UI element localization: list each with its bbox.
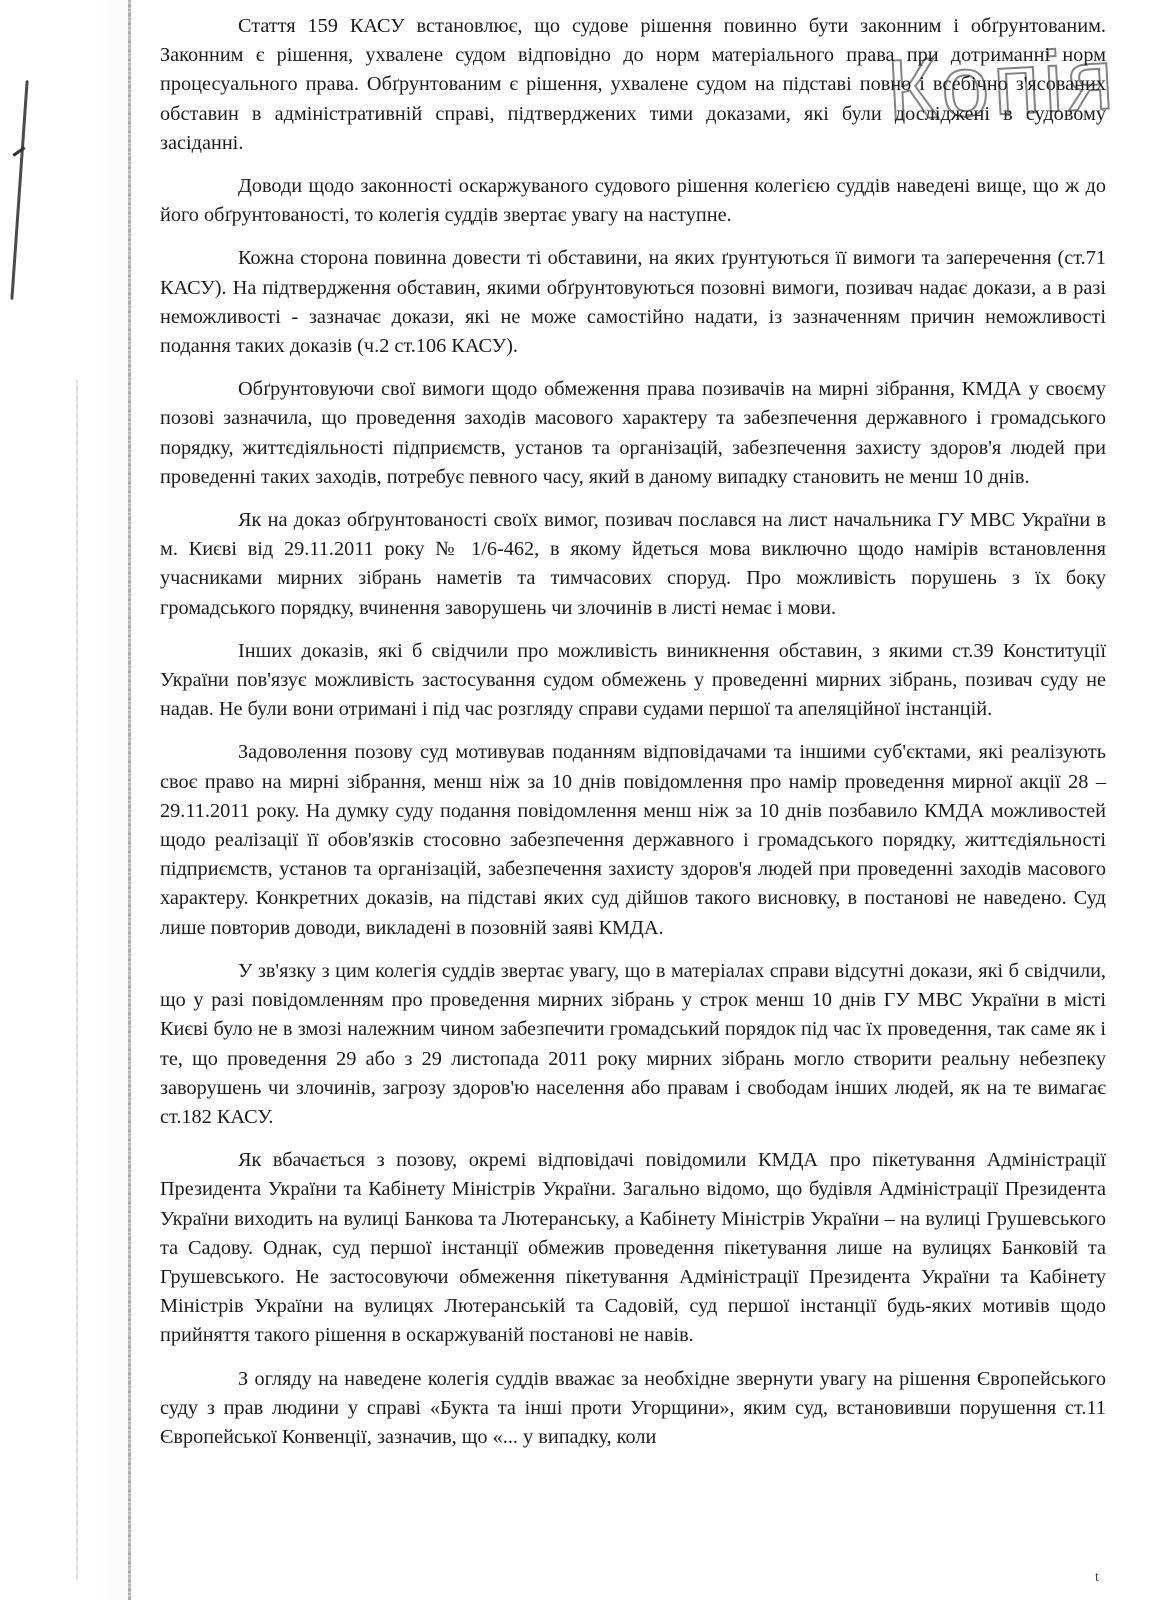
paragraph-9: Як вбачається з позову, окремі відповідачі повідомили КМДА про пікетування Адміністрації Президента України та Кабінету Міністрів України. Загально відомо, що будівля Адміністрації Президента України виходить на вулиці Банкова та Лютеранську, а Кабінету Міністрів України – на вулиці Грушевського та Садову. Однак, суд першої інстанції обмежив проведення пікетування лише на вулицях Банковій та Грушевського. Не застосовуючи обмеження пікетування Адміністрації Президента України та Кабінету Міністрів України на вулицях Лютеранській та Садовій, суд першої інстанції будь-яких мотивів щодо прийняття такого рішення в оскаржуваній постанові не навів. (160, 1149, 1106, 1347)
page-corner-mark: t (1095, 1570, 1099, 1585)
document-body (160, 12, 1106, 1466)
paragraph-10: З огляду на наведене колегія суддів вважає за необхідне звернути увагу на рішення Європейського суду з прав людини у справі «Букта та інші проти Угорщини», яким суд, встановивши порушення ст.11 Європейської Конвенції, зазначив, що «... у випадку, коли (160, 1367, 1106, 1448)
paragraph-8: У зв'язку з цим колегія суддів звертає увагу, що в матеріалах справи відсутні докази, які б свідчили, що у разі повідомленням про проведення мирних зібрань у строк менш 10 днів ГУ МВС України в місті Києві було не в змозі належним чином забезпечити громадський порядок під час їх проведення, так саме як і те, що проведення 29 або з 29 листопада 2011 року мирних зібрань могло створити реальну небезпеку заворушень чи злочинів, загрозу здоров'ю населення або правам і свободам інших людей, як на те вимагає ст.182 КАСУ. (160, 959, 1106, 1128)
scan-binding-edge (128, 0, 131, 1600)
paragraph-5: Як на доказ обґрунтованості своїх вимог, позивач послався на лист начальника ГУ МВС України в м. Києві від 29.11.2011 року № 1/6-462, в якому йдеться мова виключно щодо намірів встановлення учасниками мирних зібрань наметів та тимчасових споруд. Про можливість порушень з їх боку громадського порядку, вчинення заворушень чи злочинів в листі немає і мови. (160, 509, 1106, 619)
copy-stamp: Копія (884, 31, 1120, 139)
paragraph-3: Кожна сторона повинна довести ті обставини, на яких ґрунтуються її вимоги та заперечення (ст.71 КАСУ). На підтвердження обставин, якими обґрунтовуються позовні вимоги, позивач надає докази, а в разі неможливості - зазначає докази, які не може самостійно надати, із зазначенням причин неможливості подання таких доказів (ч.2 ст.106 КАСУ). (160, 247, 1106, 358)
paragraph-2: Доводи щодо законності оскаржуваного судового рішення колегією суддів наведені вище, що ж до його обґрунтованості, то колегія суддів звертає увагу на наступне. (160, 175, 1106, 227)
paragraph-1: Стаття 159 КАСУ встановлює, що судове рішення повинно бути законним і обґрунтованим. Законним є рішення, ухвалене судом відповідно до норм матеріального права при дотриманні норм процесуального права. Обґрунтованим є рішення, ухвалене судом на підставі повно і всебічно з'ясованих обставин в адміністративній справі, підтверджених тими доказами, які були досліджені в судовому засіданні. (160, 15, 1106, 154)
scan-margin (0, 0, 135, 1600)
paragraph-7: Задоволення позову суд мотивував поданням відповідачами та іншими суб'єктами, які реалізують своє право на мирні зібрання, менш ніж за 10 днів повідомлення про намір проведення мирної акції 28 – 29.11.2011 року. На думку суду подання повідомлення менш ніж за 10 днів позбавило КМДА можливостей щодо реалізації її обов'язків стосовно забезпечення державного і громадського порядку, життєдіяльності підприємств, установ та організацій, забезпечення захисту здоров'я людей при проведенні заходів масового характеру. Конкретних доказів, на підставі яких суд дійшов такого висновку, в постанові не наведено. Суд лише повторив доводи, викладені в позовній заяві КМДА. (160, 741, 1106, 939)
paragraph-6: Інших доказів, які б свідчили про можливість виникнення обставин, з якими ст.39 Конституції України пов'язує можливість застосування судом обмежень у проведенні мирних зібрань, позивач суду не надав. Не були вони отримані і під час розгляду справи судами першої та апеляційної інстанцій. (160, 639, 1106, 721)
scan-shadow-line (76, 380, 78, 1580)
paragraph-4: Обґрунтовуючи свої вимоги щодо обмеження права позивачів на мирні зібрання, КМДА у своєму позові зазначила, що проведення заходів масового характеру та забезпечення державного і громадського порядку, життєдіяльності підприємств, установ та організацій, забезпечення захисту здоров'я людей при проведенні таких заходів, потребує певного часу, який в даному випадку становить не менш 10 днів. (160, 378, 1106, 488)
